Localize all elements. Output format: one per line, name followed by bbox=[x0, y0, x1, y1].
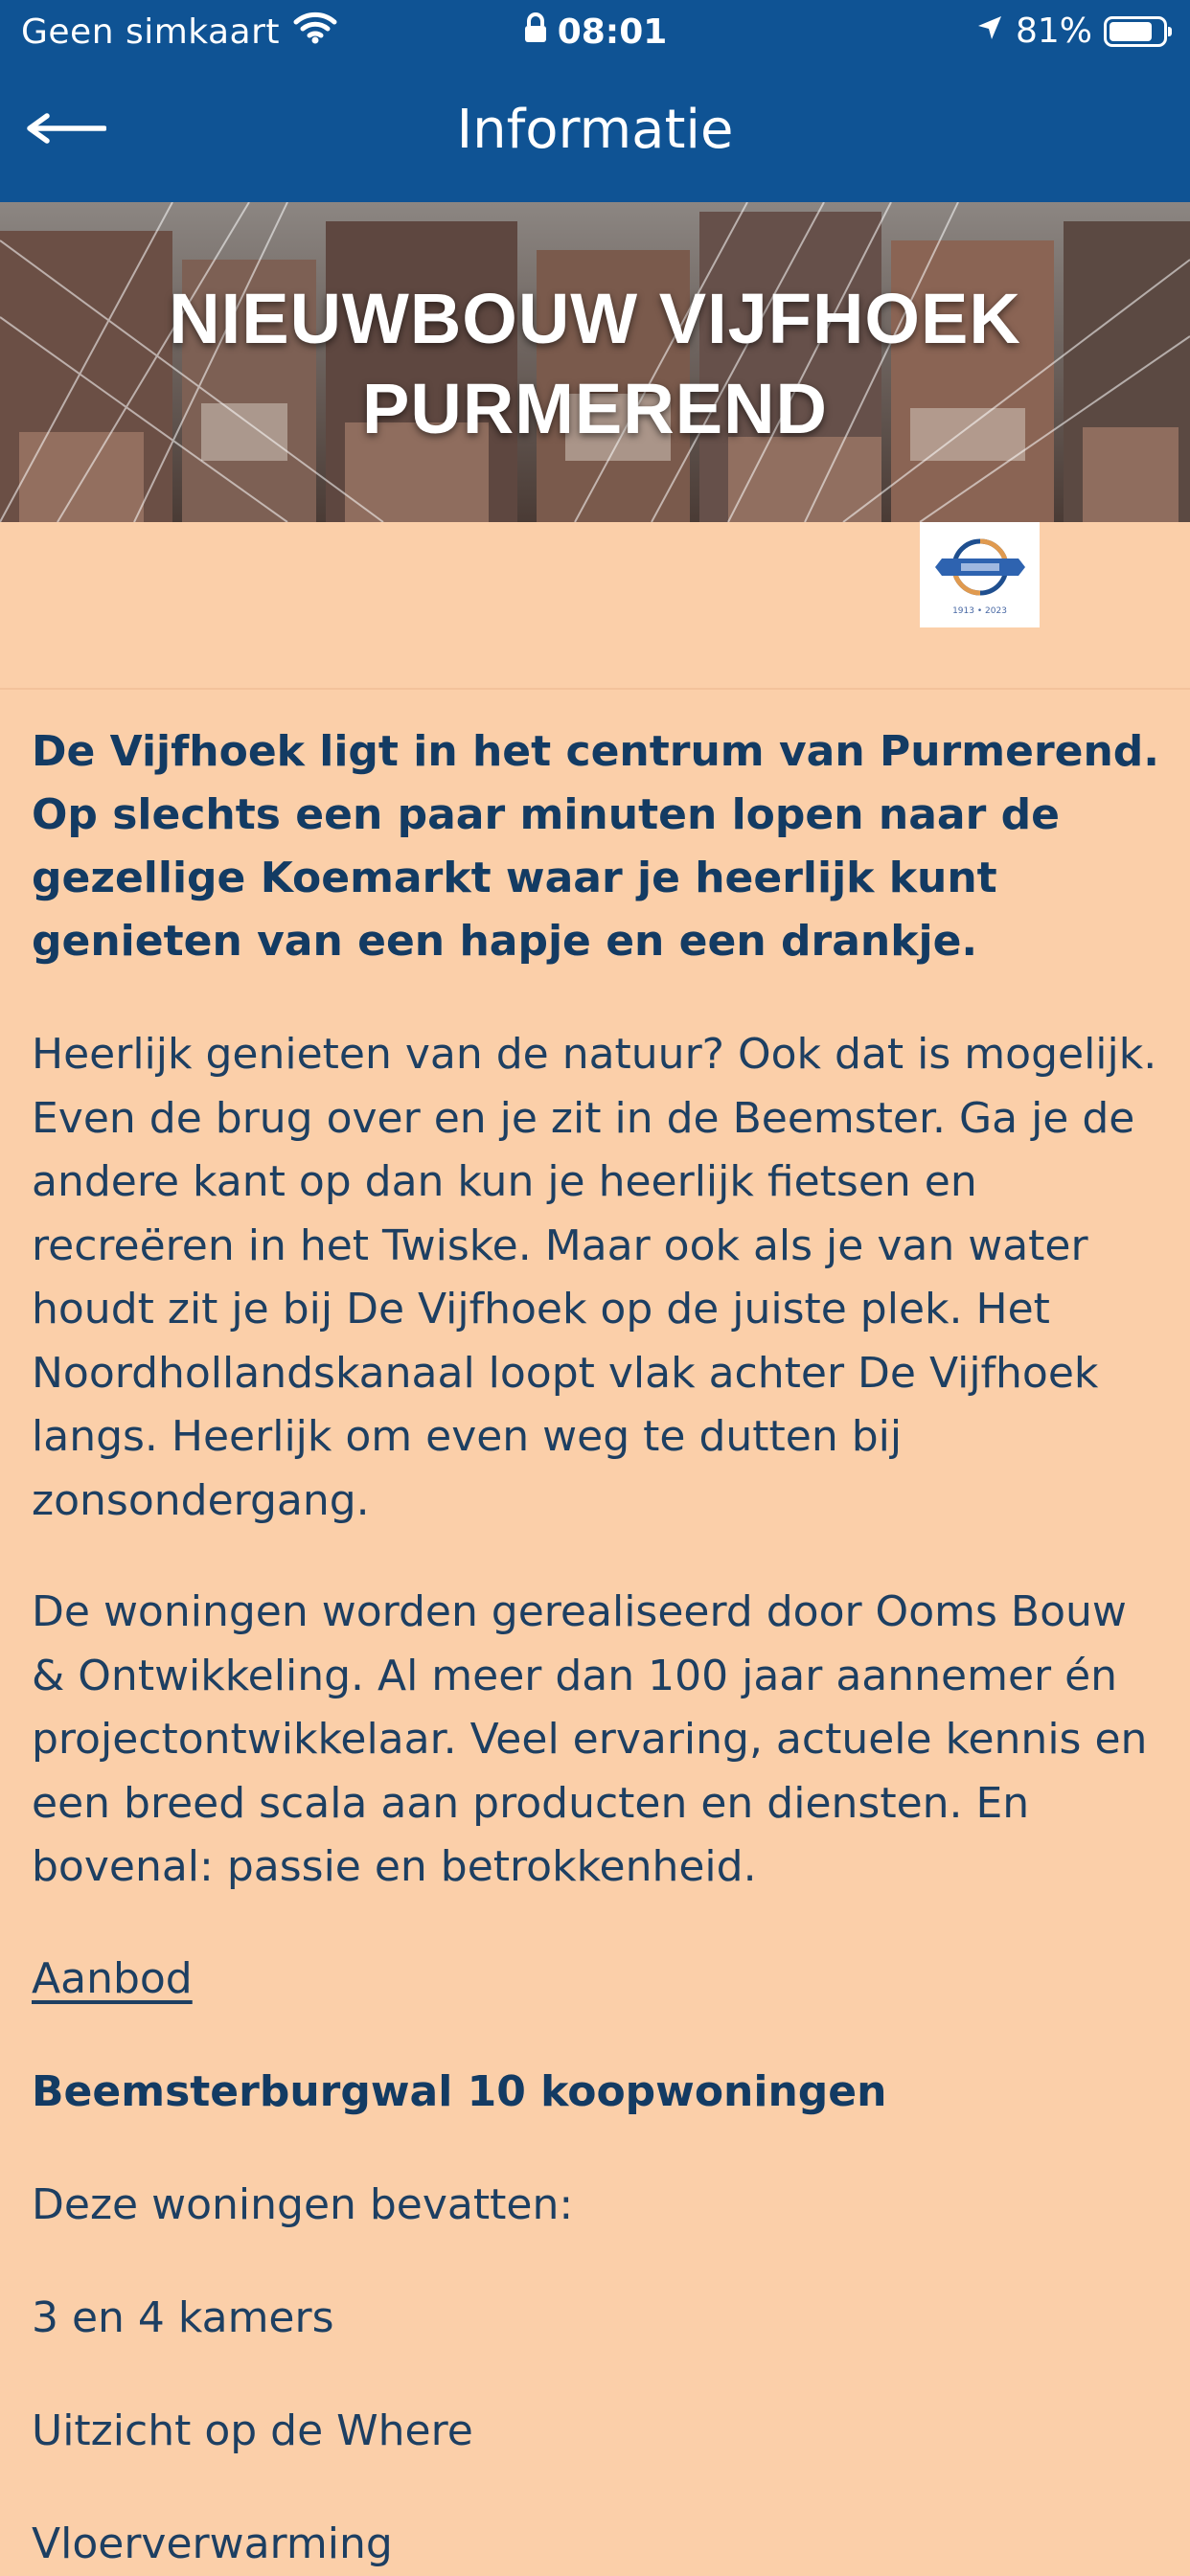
page-title: Informatie bbox=[456, 99, 734, 161]
hero-banner bbox=[0, 202, 1190, 522]
aanbod-link[interactable]: Aanbod bbox=[32, 1953, 193, 2003]
hero-title bbox=[0, 274, 1190, 454]
battery-area bbox=[975, 11, 1167, 51]
anniversary-emblem-icon bbox=[932, 534, 1028, 604]
top-bar bbox=[0, 0, 1190, 202]
section-divider bbox=[0, 688, 1190, 690]
hero-title-line-2: PURMEREND bbox=[362, 369, 828, 448]
navigation-bar bbox=[0, 65, 1190, 202]
anniversary-logo bbox=[920, 522, 1040, 627]
status-bar bbox=[0, 0, 1190, 65]
hero-title-line-1: NIEUWBOUW VIJFHOEK bbox=[169, 279, 1021, 358]
battery-icon bbox=[1104, 16, 1167, 47]
feature-view: Uitzicht op de Where bbox=[32, 2405, 473, 2455]
intro-paragraph: De Vijfhoek ligt in het centrum van Purmerend. Op slechts een paar minuten lopen naar de gezellige Koemarkt waar je heerlijk kunt genieten van een hapje en een drankje. bbox=[32, 727, 1160, 966]
listing-heading: Beemsterburgwal 10 koopwoningen bbox=[32, 2066, 887, 2116]
lock-icon bbox=[523, 11, 548, 53]
nature-paragraph: Heerlijk genieten van de natuur? Ook dat is mogelijk. Even de brug over en je zit in de Beemster. Ga je de andere kant op dan kun je heerlijk fietsen en recreëren in het Twiske. Maar ook als je van water houdt zit je bij De Vijfhoek op de juiste plek. Het Noordhollandskanaal loopt vlak achter De Vijfhoek langs. Heerlijk om even weg te dutten bij zonsondergang. bbox=[32, 1030, 1157, 1525]
carrier-label: Geen simkaart bbox=[21, 12, 281, 52]
content-area bbox=[32, 720, 1162, 2576]
feature-rooms: 3 en 4 kamers bbox=[32, 2292, 334, 2342]
status-time: 08:01 bbox=[557, 12, 668, 52]
logo-years: 1913 • 2023 bbox=[952, 606, 1007, 616]
feature-intro: Deze woningen bevatten: bbox=[32, 2179, 574, 2229]
developer-paragraph: De woningen worden gerealiseerd door Ooms Bouw & Ontwikkeling. Al meer dan 100 jaar aannemer én projectontwikkelaar. Veel ervaring, actuele kennis en een breed scala aan producten en diensten. En bovenal: passie en betrokkenheid. bbox=[32, 1587, 1148, 1891]
battery-percentage: 81% bbox=[1015, 11, 1092, 51]
location-arrow-icon bbox=[975, 11, 1004, 51]
battery-fill bbox=[1110, 22, 1152, 41]
feature-floor-heating: Vloerverwarming bbox=[32, 2519, 393, 2568]
